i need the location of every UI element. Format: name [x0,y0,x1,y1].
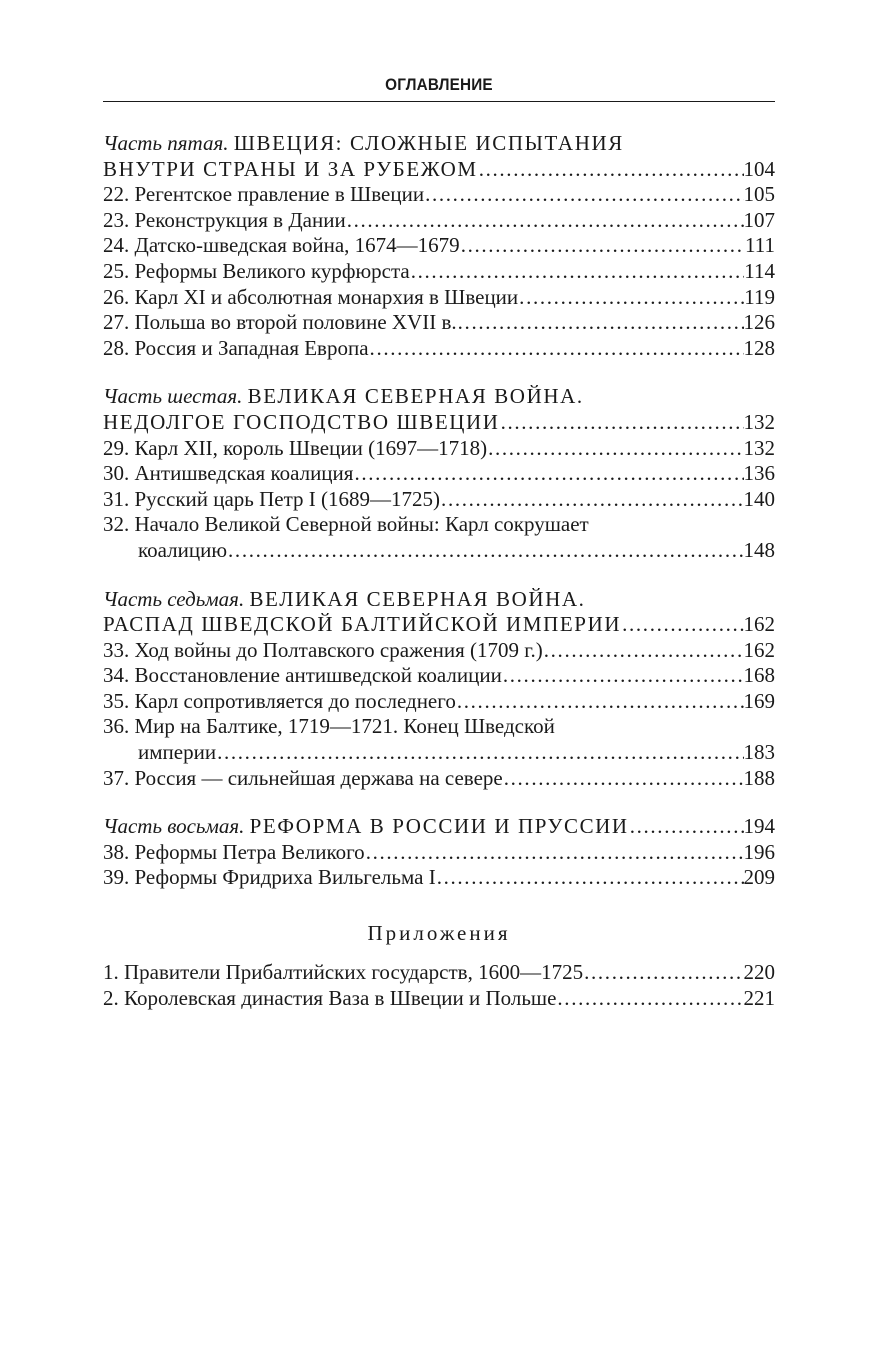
dot-leader [216,740,743,766]
part-seven [103,587,775,792]
dot-leader [478,157,744,183]
page-number: 209 [743,865,775,890]
toc-entry[interactable] [103,336,775,362]
chapter-title: 38. Реформы Петра Великого [103,839,365,864]
page-number: 105 [743,182,775,207]
dot-leader [365,840,744,866]
toc-entry[interactable] [103,960,775,986]
page-number: 183 [743,740,775,765]
page-number: 128 [743,335,775,360]
dot-leader [502,663,744,689]
part-title-line [103,131,775,157]
part-title-continued: РАСПАД ШВЕДСКОЙ БАЛТИЙСКОЙ ИМПЕРИИ [103,612,622,637]
part-title: ВЕЛИКАЯ СЕВЕРНАЯ ВОЙНА. [249,586,586,611]
dot-leader [583,960,743,986]
part-six [103,384,775,563]
dot-leader [346,208,744,234]
toc-entry[interactable] [103,233,775,259]
dot-leader [436,865,744,891]
part-label: Часть седьмая. [103,586,245,611]
page-number: 194 [743,814,775,839]
part-title: РЕФОРМА В РОССИИ И ПРУССИИ [249,814,629,839]
page-number: 220 [743,960,775,985]
part-title-entry[interactable] [103,410,775,436]
dot-leader [487,436,743,462]
dot-leader [460,233,745,259]
chapter-title: 33. Ход войны до Полтавского сражения (1709 г.) [103,637,543,662]
dot-leader [227,538,743,564]
chapter-title: 31. Русский царь Петр I (1689—1725) [103,486,441,511]
dot-leader [353,461,743,487]
chapter-title: 27. Польша во второй половине XVII в. [103,310,457,335]
dot-leader [369,336,744,362]
page-number: 148 [743,537,775,562]
dot-leader [410,259,745,285]
dot-leader [456,689,744,715]
dot-leader [518,285,744,311]
page-number: 162 [743,637,775,662]
appendix-item-title: 1. Правители Прибалтийских государств, 1600—1725 [103,960,584,985]
toc-entry[interactable] [103,740,775,766]
dot-leader [457,310,744,336]
chapter-title: 39. Реформы Фридриха Вильгельма I [103,865,436,890]
toc-entry[interactable] [103,182,775,208]
page-number: 111 [745,233,775,258]
chapter-title: 28. Россия и Западная Европа [103,335,369,360]
page-number: 132 [743,409,775,434]
chapter-title: 23. Реконструкция в Дании [103,207,346,232]
table-of-contents [103,75,775,1011]
part-title-entry[interactable] [103,814,775,840]
chapter-title: 34. Восстановление антишведской коалиции [103,663,502,688]
part-label: Часть шестая. [103,384,243,409]
part-title-continued: НЕДОЛГОЕ ГОСПОДСТВО ШВЕЦИИ [103,409,500,434]
chapter-title-continued: коалицию [138,537,228,562]
chapter-title: 26. Карл XI и абсолютная монархия в Швеции [103,284,519,309]
page-number: 162 [743,612,775,637]
page-number: 104 [743,156,775,181]
part-eight [103,814,775,891]
chapter-title: 22. Регентское правление в Швеции [103,182,425,207]
toc-entry[interactable] [103,461,775,487]
page-number: 221 [743,985,775,1010]
chapter-title: 24. Датско-шведская война, 1674—1679 [103,233,460,258]
toc-entry[interactable] [103,865,775,891]
part-title-entry[interactable] [103,157,775,183]
part-title-line [103,814,629,840]
page-number: 196 [743,839,775,864]
toc-entry[interactable] [103,208,775,234]
part-label: Часть восьмая. [103,814,245,839]
page-number: 169 [743,688,775,713]
toc-entry[interactable] [103,310,775,336]
page-number: 188 [743,765,775,790]
page-number: 107 [743,207,775,232]
chapter-title: 37. Россия — сильнейшая держава на севере [103,765,503,790]
part-label: Часть пятая. [103,131,229,155]
dot-leader [500,410,744,436]
chapter-title: 25. Реформы Великого курфюрста [103,258,410,283]
toc-entry[interactable] [103,259,775,285]
part-title: ШВЕЦИЯ: СЛОЖНЫЕ ИСПЫТАНИЯ [233,131,624,155]
chapter-title-continued: империи [138,740,217,765]
page-header: ОГЛАВЛЕНИЕ [385,75,493,94]
dot-leader [543,638,744,664]
appendix-item-title: 2. Королевская династия Ваза в Швеции и Польше [103,985,557,1010]
chapter-title: 35. Карл сопротивляется до последнего [103,688,456,713]
dot-leader [629,814,744,840]
toc-entry-first-line[interactable] [103,714,775,740]
part-title-continued: ВНУТРИ СТРАНЫ И ЗА РУБЕЖОМ [103,156,478,181]
dot-leader [440,487,743,513]
part-five [103,131,775,361]
chapter-title: 29. Карл XII, король Швеции (1697—1718) [103,435,488,460]
page-number: 140 [743,486,775,511]
page-number: 136 [743,461,775,486]
appendix-title: Приложения [367,921,511,946]
dot-leader [503,766,744,792]
toc-entry-first-line[interactable] [103,512,775,538]
page-number: 168 [743,663,775,688]
chapter-title: 30. Антишведская коалиция [103,461,354,486]
part-title: ВЕЛИКАЯ СЕВЕРНАЯ ВОЙНА. [247,384,584,409]
toc-entry[interactable] [103,663,775,689]
toc-entry[interactable] [103,986,775,1012]
appendix-list [103,960,775,1011]
page-number: 114 [744,258,775,283]
toc-entry[interactable] [103,638,775,664]
part-title-line [103,587,775,613]
part-title-entry[interactable] [103,612,775,638]
toc-entry[interactable] [103,840,775,866]
header-rule [103,101,775,102]
toc-entry[interactable] [103,766,775,792]
dot-leader [621,612,743,638]
toc-entry[interactable] [103,538,775,564]
toc-entry[interactable] [103,285,775,311]
toc-entry[interactable] [103,487,775,513]
chapter-title: 32. Начало Великой Северной войны: Карл сокрушает [103,512,589,537]
chapter-title: 36. Мир на Балтике, 1719—1721. Конец Шведской [103,714,555,739]
dot-leader [556,986,743,1012]
part-title-line [103,384,775,410]
toc-entry[interactable] [103,689,775,715]
dot-leader [424,182,743,208]
toc-entry[interactable] [103,436,775,462]
page-number: 126 [743,310,775,335]
page-number: 119 [744,284,775,309]
page-number: 132 [743,435,775,460]
